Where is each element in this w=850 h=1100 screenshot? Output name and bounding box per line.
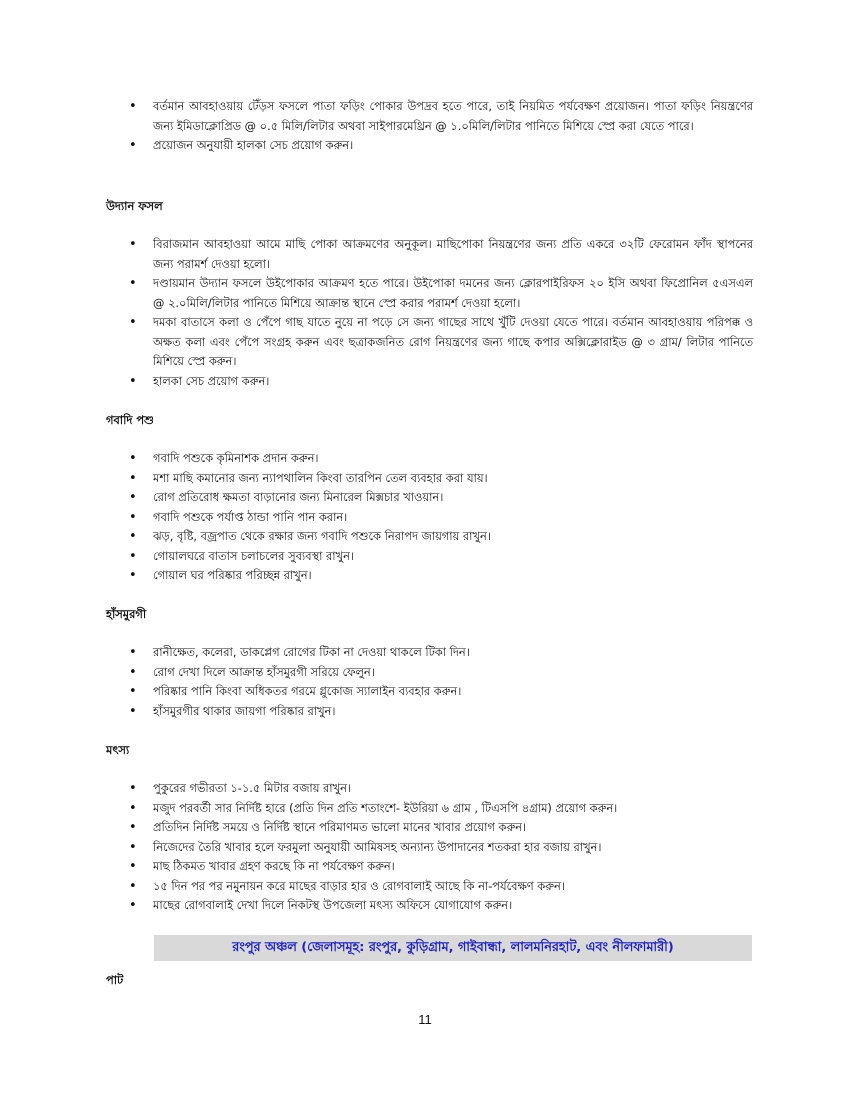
list-item: • ঝড়, বৃষ্টি, বজ্রপাত থেকে রক্ষার জন্য গবাদি পশুকে নিরাপদ জায়গায় রাখুন। [128, 527, 753, 547]
list-item: • রোগ দেখা দিলে আক্রান্ত হাঁসমুরগী সরিয়ে ফেলুন। [128, 663, 753, 683]
bullet-list-horticulture [128, 235, 753, 391]
list-item: • গোয়ালঘরে বাতাস চলাচলের সুব্যবস্থা রাখুন। [128, 547, 753, 567]
list-item: • মাছ ঠিকমত খাবার গ্রহণ করছে কি না পর্যবেক্ষণ করুন। [128, 857, 753, 877]
section-heading-poultry: হাঁসমুরগী [106, 607, 147, 621]
bullet-list-livestock [128, 449, 753, 586]
list-item: • রোগ প্রতিরোধ ক্ষমতা বাড়ানোর জন্য মিনারেল মিক্সচার খাওয়ান। [128, 488, 753, 508]
list-item: • গোয়াল ঘর পরিষ্কার পরিচ্ছন্ন রাখুন। [128, 566, 753, 586]
section-heading-jute: পাট [106, 973, 124, 987]
list-item: • মজুদ পরবর্তী সার নির্দিষ্ট হারে (প্রতি দিন প্রতি শতাংশে- ইউরিয়া ৬ গ্রাম , টিএসপি ৪গ্রাম) প্রয়োগ করুন। [128, 799, 753, 819]
section-heading-livestock: গবাদি পশু [106, 413, 154, 427]
list-item: • বিরাজমান আবহাওয়া আমে মাছি পোকা আক্রমণের অনুকূল। মাছিপোকা নিয়ন্ত্রণের জন্য প্রতি একরে ৩২টি ফেরোমন ফাঁদ স্থাপনের জন্য পরামর্শ দেওয়া হলো। [128, 235, 753, 274]
bullet-list-fisheries [128, 779, 753, 916]
list-item: • মাছের রোগবালাই দেখা দিলে নিকটস্থ উপজেলা মৎস্য অফিসে যোগাযোগ করুন। [128, 896, 753, 916]
bullet-list-top [128, 97, 753, 156]
section-heading-fisheries: মৎস্য [106, 743, 130, 757]
list-item: • গবাদি পশুকে পর্যাপ্ত ঠান্ডা পানি পান করান। [128, 508, 753, 528]
list-item: • হাঁসমুরগীর থাকার জায়গা পরিষ্কার রাখুন। [128, 702, 753, 722]
section-heading-horticulture: উদ্যান ফসল [106, 199, 163, 213]
list-item: • দণ্ডায়মান উদ্যান ফসলে উইপোকার আক্রমণ হতে পারে। উইপোকা দমনের জন্য ক্লোরপাইরিফস ২০ ইসি অথবা ফিপ্রোনিল ৫এসএল @ ২.০মিলি/লিটার পানিতে মিশিয়ে আক্রান্ত স্থানে স্প্রে করার পরামর্শ দেওয়া হলো। [128, 274, 753, 313]
list-item: • ১৫ দিন পর পর নমুনায়ন করে মাছের বাড়ার হার ও রোগবালাই আছে কি না-পর্যবেক্ষণ করুন। [128, 877, 753, 897]
list-item: • রানীক্ষেত, কলেরা, ডাকপ্লেগ রোগের টিকা না দেওয়া থাকলে টিকা দিন। [128, 643, 753, 663]
list-item: • পরিষ্কার পানি কিংবা অধিকতর গরমে গ্লুকোজ স্যালাইন ব্যবহার করুন। [128, 682, 753, 702]
list-item: • বর্তমান আবহাওয়ায় টেঁড়স ফসলে পাতা ফড়িং পোকার উপদ্রব হতে পারে, তাই নিয়মিত পর্যবেক্ষণ প্রয়োজন। পাতা ফড়িং নিয়ন্ত্রণের জন্য ইমিডাক্লোপ্রিড @ ০.৫ মিলি/লিটার অথবা সাইপারমেথ্রিন @ ১.০মিলি/লিটার পানিতে মিশিয়ে স্প্রে করা যেতে পারে। [128, 97, 753, 136]
list-item: • নিজেদের তৈরি খাবার হলে ফরমুলা অনুযায়ী আমিষসহ অন্যান্য উপাদানের শতকরা হার বজায় রাখুন। [128, 838, 753, 858]
bullet-list-poultry [128, 643, 753, 721]
list-item: • মশা মাছি কমানোর জন্য ন্যাপথালিন কিংবা তারপিন তেল ব্যবহার করা যায়। [128, 469, 753, 489]
list-item: • প্রতিদিন নির্দিষ্ট সময়ে ও নির্দিষ্ট স্থানে পরিমাণমত ভালো মানের খাবার প্রয়োগ করুন। [128, 818, 753, 838]
list-item: • দমকা বাতাসে কলা ও পেঁপে গাছ যাতে নুয়ে না পড়ে সে জন্য গাছের সাথে খুঁটি দেওয়া যেতে পারে। বর্তমান আবহাওয়ায় পরিপক্ক ও অক্ষত কলা এবং পেঁপে সংগ্রহ করুন এবং ছত্রাকজনিত রোগ নিয়ন্ত্রণের জন্য গাছে কপার অক্সিক্লোরাইড @ ৩ গ্রাম/ লিটার পানিতে মিশিয়ে স্প্রে করুন। [128, 313, 753, 372]
list-item: • গবাদি পশুকে কৃমিনাশক প্রদান করুন। [128, 449, 753, 469]
list-item: • হালকা সেচ প্রয়োগ করুন। [128, 372, 753, 392]
list-item: • প্রয়োজন অনুযায়ী হালকা সেচ প্রয়োগ করুন। [128, 136, 753, 156]
region-banner: রংপুর অঞ্চল (জেলাসমূহ: রংপুর, কুড়িগ্রাম, গাইবান্ধা, লালমনিরহাট, এবং নীলফামারী) [154, 935, 752, 961]
list-item: • পুকুরের গভীরতা ১-১.৫ মিটার বজায় রাখুন। [128, 779, 753, 799]
page-number: 11 [418, 1012, 432, 1027]
